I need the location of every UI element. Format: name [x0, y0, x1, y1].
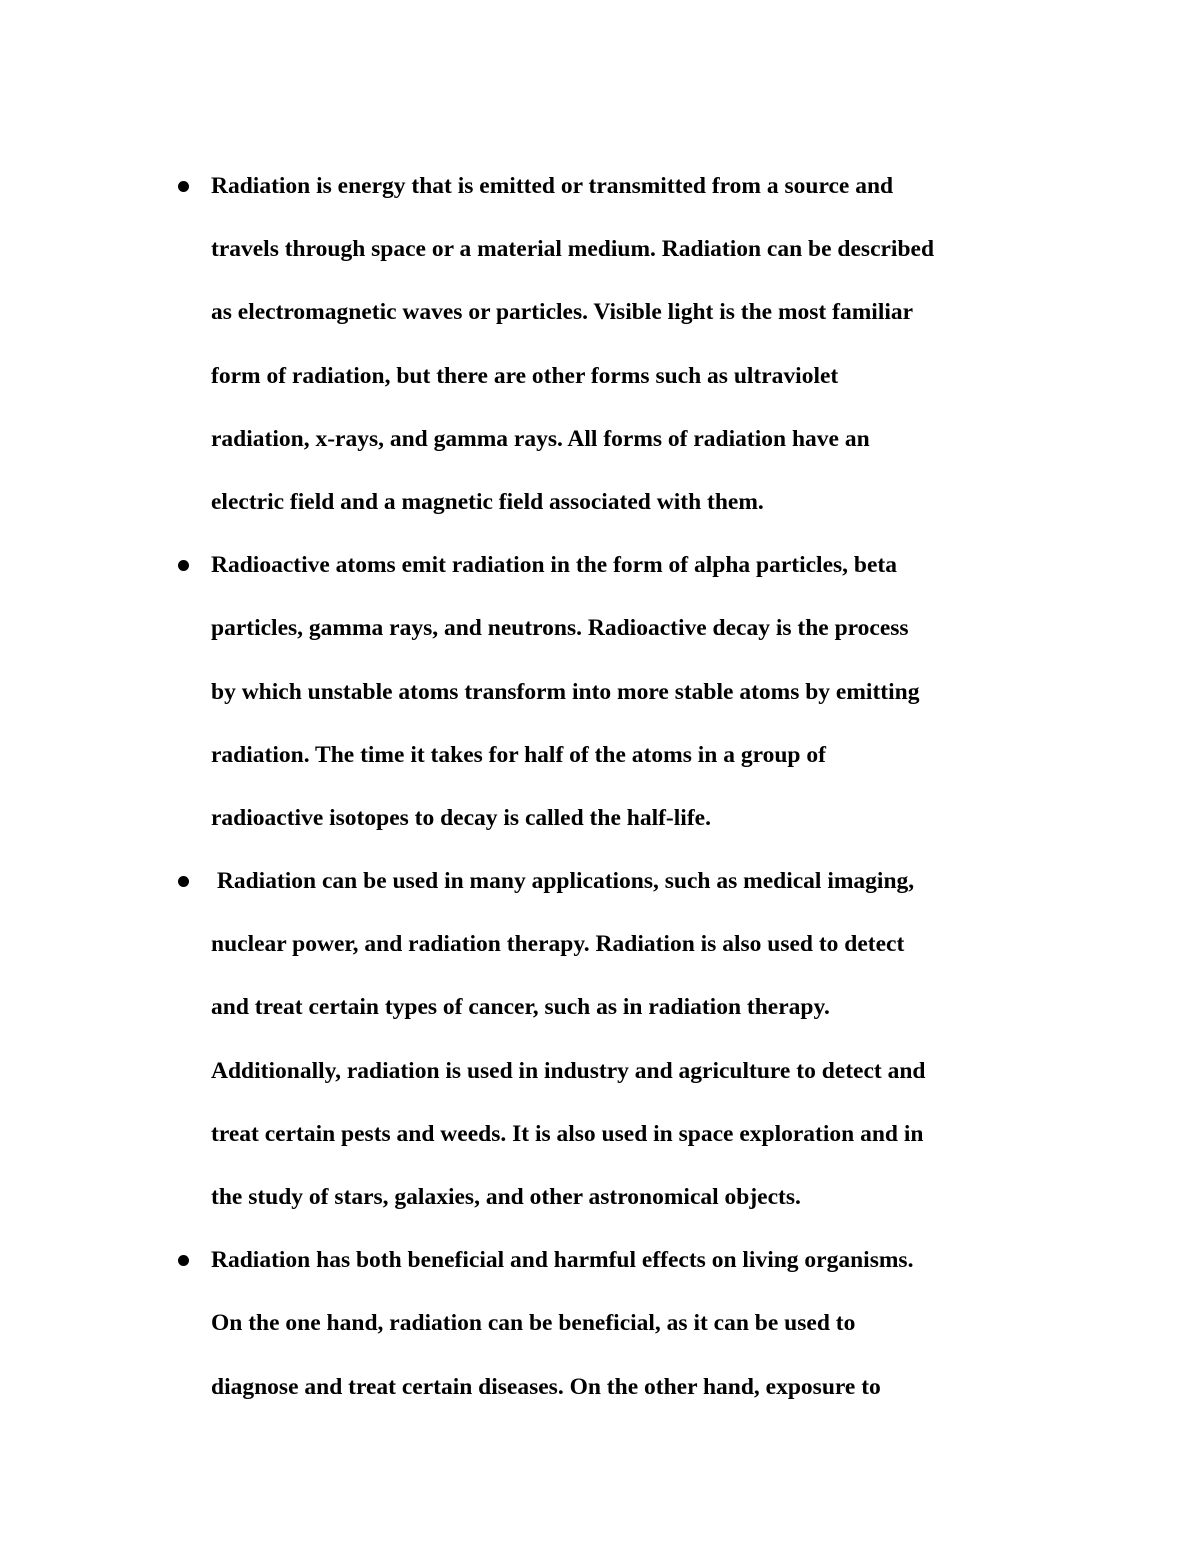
- text-line: diagnose and treat certain diseases. On the other hand, exposure to: [211, 1373, 881, 1400]
- text-line: particles, gamma rays, and neutrons. Radioactive decay is the process: [211, 615, 909, 642]
- bullet-dot-icon: [178, 876, 189, 887]
- text-line: nuclear power, and radiation therapy. Radiation is also used to detect: [211, 931, 905, 958]
- bullet-item-1: [0, 155, 1200, 534]
- text-line: the study of stars, galaxies, and other astronomical objects.: [211, 1184, 801, 1210]
- text-line: radioactive isotopes to decay is called the half-life.: [211, 804, 711, 831]
- bullet-dot-icon: [178, 181, 189, 192]
- bullet-dot-icon: [178, 560, 189, 571]
- text-line: Radiation is energy that is emitted or transmitted from a source and: [211, 173, 894, 199]
- text-line: On the one hand, radiation can be beneficial, as it can be used to: [211, 1310, 856, 1337]
- text-line: Additionally, radiation is used in industry and agriculture to detect and: [211, 1057, 926, 1084]
- text-line: treat certain pests and weeds. It is also used in space exploration and in: [211, 1120, 924, 1147]
- text-line: by which unstable atoms transform into more stable atoms by emitting: [211, 678, 920, 705]
- text-line: Radioactive atoms emit radiation in the form of alpha particles, beta: [211, 552, 897, 579]
- text-line: radiation. The time it takes for half of the atoms in a group of: [211, 741, 826, 768]
- text-line: Radiation has both beneficial and harmful effects on living organisms.: [211, 1247, 914, 1274]
- text-line: radiation, x-rays, and gamma rays. All forms of radiation have an: [211, 425, 870, 452]
- bullet-item-4: [0, 1229, 1200, 1419]
- bullet-list: [0, 155, 1200, 1419]
- bullet-item-2: [0, 534, 1200, 850]
- bullet-item-3: [0, 850, 1200, 1229]
- text-line: as electromagnetic waves or particles. Visible light is the most familiar: [211, 299, 914, 326]
- text-line: Radiation can be used in many applications, such as medical imaging,: [211, 868, 915, 895]
- bullet-dot-icon: [178, 1255, 189, 1266]
- text-line: electric field and a magnetic field associated with them.: [211, 488, 764, 515]
- text-line: and treat certain types of cancer, such as in radiation therapy.: [211, 994, 830, 1021]
- text-line: travels through space or a material medium. Radiation can be described: [211, 236, 935, 263]
- text-line: form of radiation, but there are other forms such as ultraviolet: [211, 362, 839, 389]
